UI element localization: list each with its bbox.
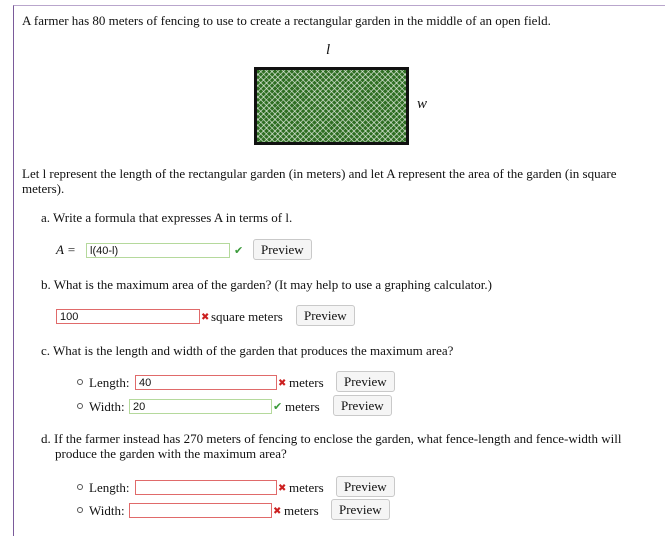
length-label: l — [326, 42, 331, 58]
part-c-width-preview-button[interactable]: Preview — [333, 395, 392, 416]
garden-rectangle-figure — [254, 67, 409, 145]
part-d-length-label: Length: — [89, 480, 130, 495]
part-c-width-unit: meters — [285, 399, 320, 414]
incorrect-x-icon: ✖ — [201, 312, 210, 323]
setup-text-line1: Let l represent the length of the rectangular garden (in meters) and let A represent the area of the garden (in square — [22, 166, 617, 181]
part-d-width-input[interactable] — [129, 503, 272, 518]
incorrect-x-icon: ✖ — [278, 378, 287, 389]
formula-input[interactable]: l(40-l) — [86, 243, 230, 258]
incorrect-x-icon: ✖ — [273, 506, 282, 517]
part-c-length-unit: meters — [289, 375, 324, 390]
part-a-prompt: a. Write a formula that expresses A in terms of l. — [41, 210, 293, 225]
part-b-prompt: b. What is the maximum area of the garden? (It may help to use a graphing calculator.) — [41, 277, 492, 292]
bullet-icon — [77, 403, 83, 409]
part-d-length-input[interactable] — [135, 480, 277, 495]
width-label: w — [417, 96, 428, 112]
part-b-unit: square meters — [211, 309, 283, 324]
part-d-width-label: Width: — [89, 503, 125, 518]
part-c-prompt: c. What is the length and width of the garden that produces the maximum area? — [41, 343, 454, 358]
part-c-length-label: Length: — [89, 375, 130, 390]
bullet-icon — [77, 484, 83, 490]
part-d-width-preview-button[interactable]: Preview — [331, 499, 390, 520]
setup-text-line2: meters). — [22, 181, 65, 196]
bullet-icon — [77, 507, 83, 513]
part-c-length-preview-button[interactable]: Preview — [336, 371, 395, 392]
part-a-preview-button[interactable]: Preview — [253, 239, 312, 260]
max-area-input[interactable]: 100 — [56, 309, 200, 324]
part-b-preview-button[interactable]: Preview — [296, 305, 355, 326]
incorrect-x-icon: ✖ — [278, 483, 287, 494]
part-c-width-input[interactable]: 20 — [129, 399, 272, 414]
problem-intro: A farmer has 80 meters of fencing to use to create a rectangular garden in the middle of an open field. — [22, 13, 551, 28]
part-d-length-unit: meters — [289, 480, 324, 495]
bullet-icon — [77, 379, 83, 385]
part-d-prompt-line1: d. If the farmer instead has 270 meters of fencing to enclose the garden, what fence-length and fence-width will — [41, 431, 622, 446]
part-d-prompt-line2: produce the garden with the maximum area? — [55, 446, 287, 461]
part-c-width-label: Width: — [89, 399, 125, 414]
part-d-width-unit: meters — [284, 503, 319, 518]
part-a-lhs: A = — [56, 242, 76, 257]
part-c-length-input[interactable]: 40 — [135, 375, 277, 390]
part-d-length-preview-button[interactable]: Preview — [336, 476, 395, 497]
correct-check-icon: ✔ — [273, 400, 283, 413]
correct-check-icon: ✔ — [234, 244, 244, 257]
